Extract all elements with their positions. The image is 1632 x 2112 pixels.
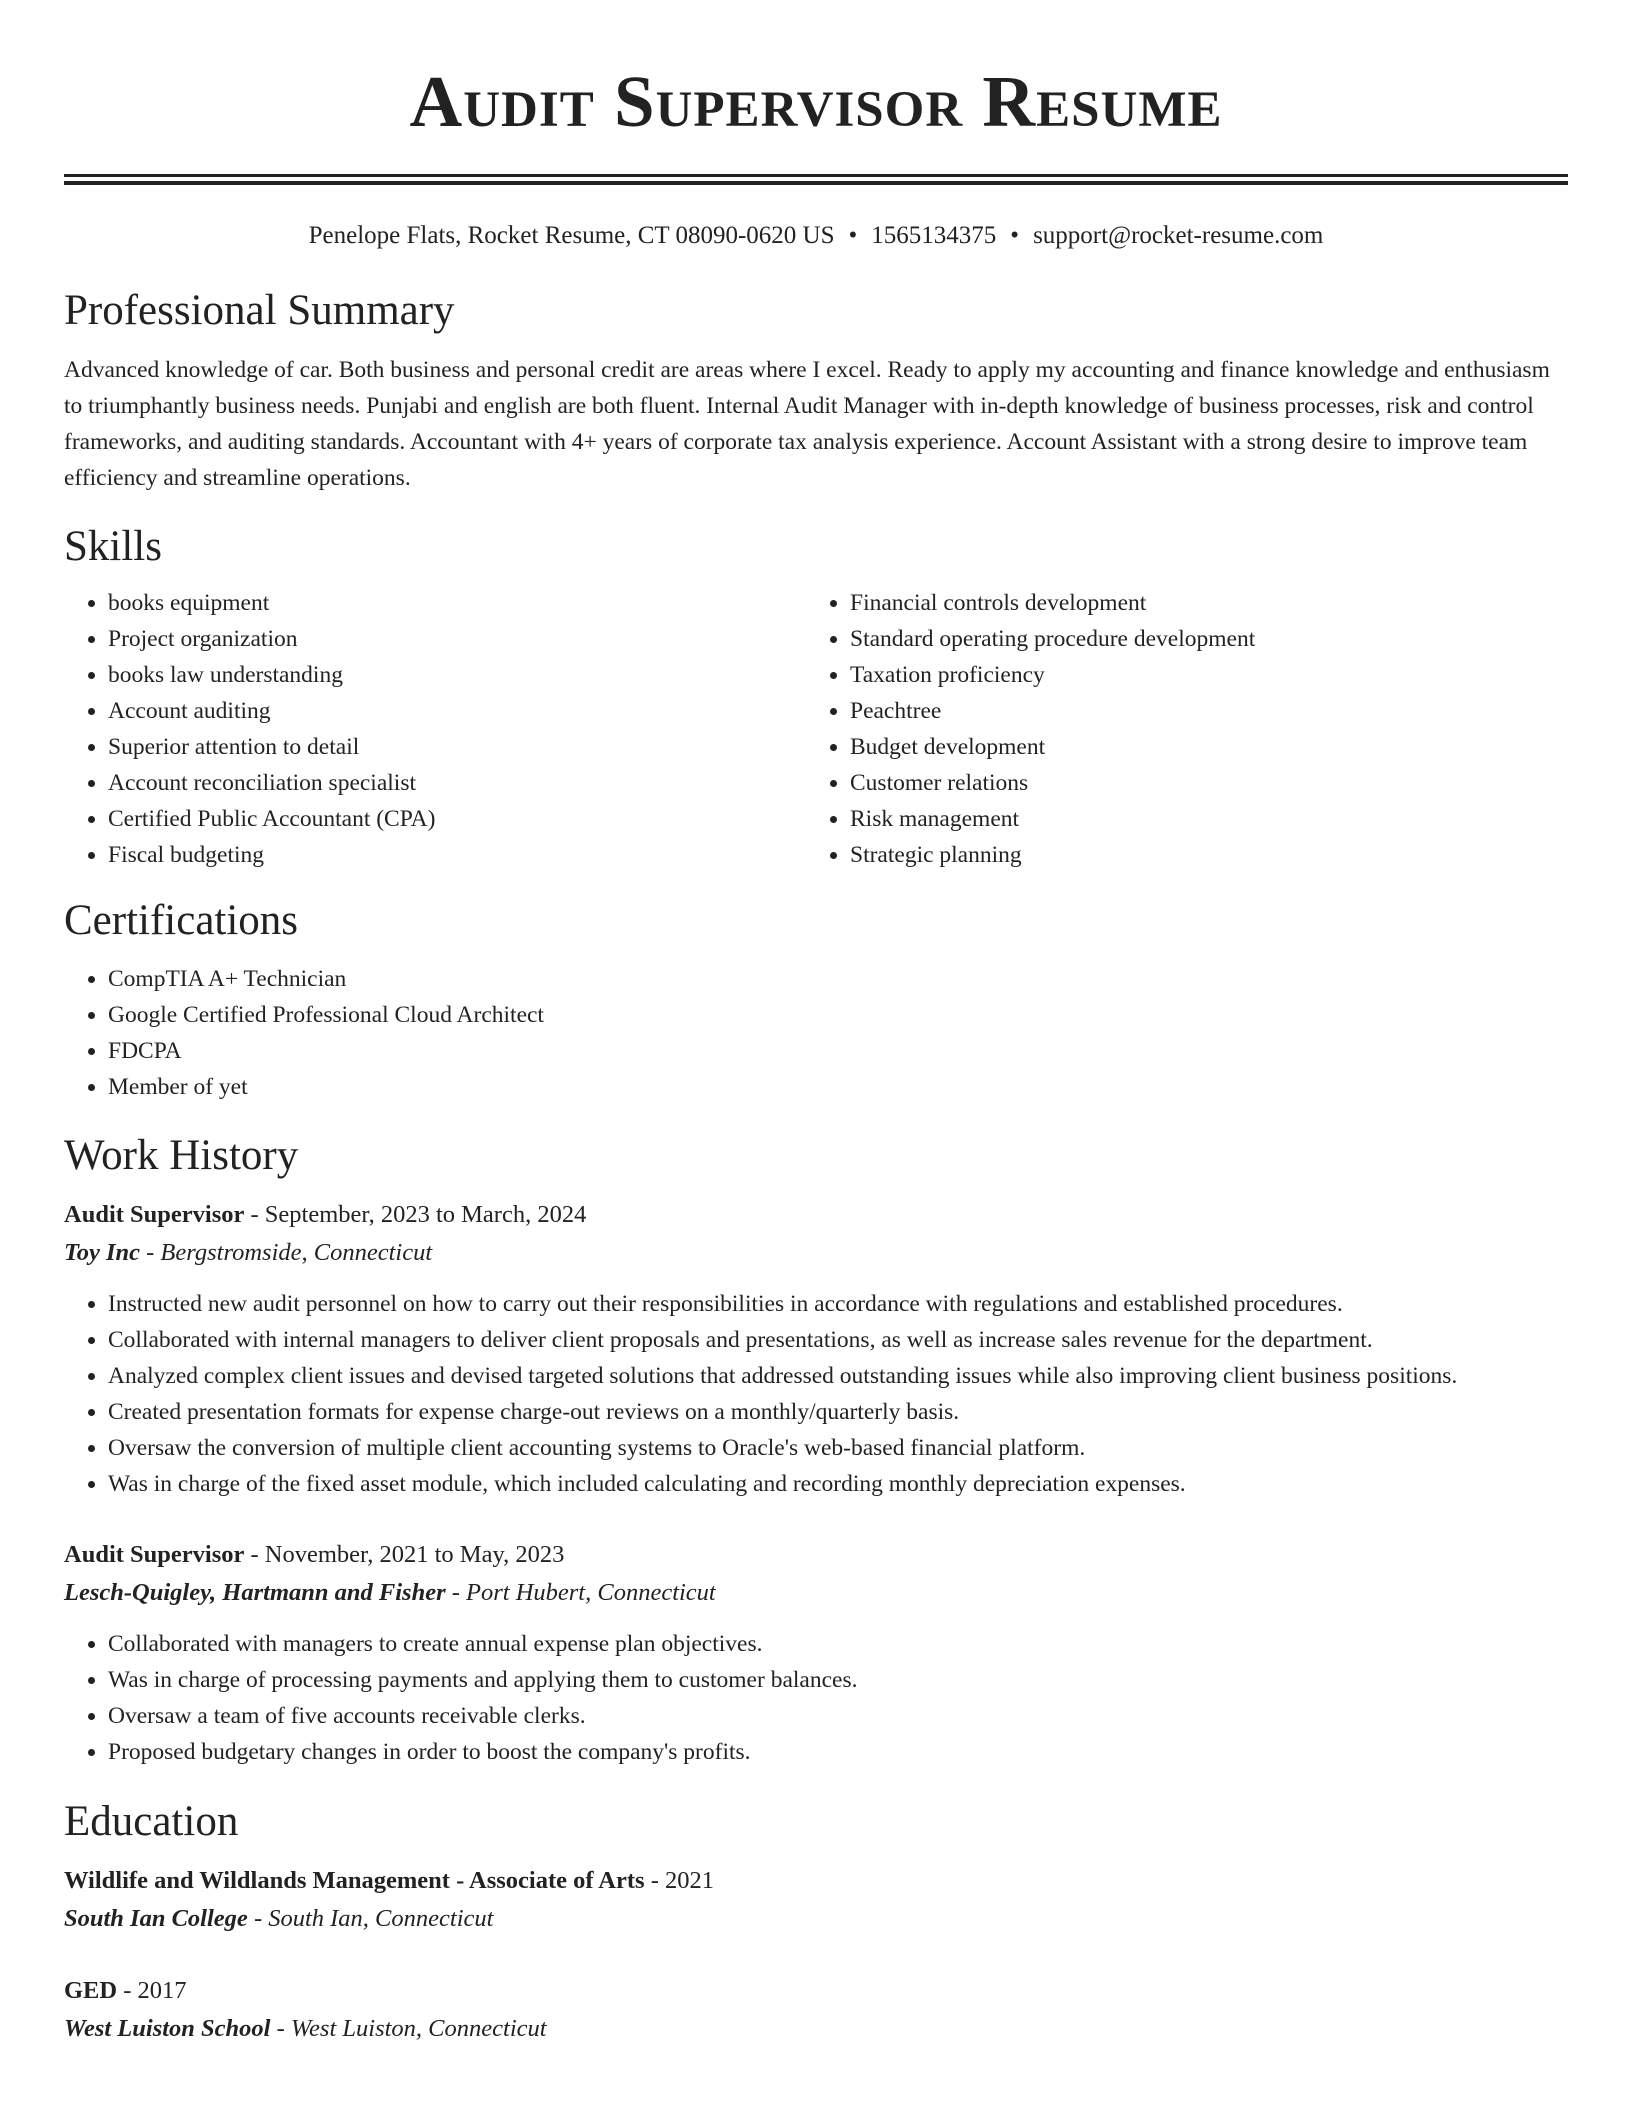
- skill-item: • books equipment: [108, 585, 806, 621]
- company-name: Lesch-Quigley, Hartmann and Fisher: [64, 1579, 446, 1606]
- job-title-line: [64, 1536, 1568, 1574]
- school-location: - South Ian, Connecticut: [247, 1905, 494, 1932]
- certification-item: • Member of yet: [108, 1069, 1568, 1105]
- job-bullet: • Proposed budgetary changes in order to boost the company's profits.: [108, 1734, 1568, 1770]
- job-bullet: • Created presentation formats for expense charge-out reviews on a monthly/quarterly basis.: [108, 1394, 1568, 1430]
- summary-heading: Professional Summary: [64, 287, 455, 334]
- certifications-section: [64, 895, 1568, 1105]
- degree-name: Wildlife and Wildlands Management - Associate of Arts: [64, 1867, 645, 1894]
- certification-item: • CompTIA A+ Technician: [108, 961, 1568, 997]
- skill-item: • Fiscal budgeting: [108, 837, 806, 873]
- company-location: - Bergstromside, Connecticut: [140, 1239, 433, 1266]
- skills-heading: Skills: [64, 523, 162, 570]
- company-name: Toy Inc: [64, 1239, 141, 1266]
- school-name: West Luiston School: [64, 2015, 271, 2042]
- certifications-list: [64, 961, 1568, 1105]
- contact-separator: •: [848, 222, 858, 249]
- skill-item: • books law understanding: [108, 657, 806, 693]
- job-bullet: • Collaborated with managers to create annual expense plan objectives.: [108, 1626, 1568, 1662]
- job-title-line: [64, 1196, 1568, 1234]
- job-bullet: • Was in charge of the fixed asset module, which included calculating and recording monthly depreciation expenses.: [108, 1466, 1568, 1502]
- contact-email[interactable]: support@rocket-resume.com: [1033, 222, 1324, 249]
- education-heading: Education: [64, 1798, 239, 1845]
- skill-item: • Project organization: [108, 621, 806, 657]
- degree-line: [64, 1862, 1568, 1900]
- resume-title: Audit Supervisor Resume: [409, 61, 1223, 142]
- skill-item: • Superior attention to detail: [108, 729, 806, 765]
- job-bullet: • Analyzed complex client issues and devised targeted solutions that addressed outstanding issues while also improving client business positions.: [108, 1358, 1568, 1394]
- summary-text: Advanced knowledge of car. Both business and personal credit are areas where I excel. Ready to apply my accounting and finance knowledge and enthusiasm to triumphantly business needs. Punjabi and english are both fluent. Internal Audit Manager with in-depth knowledge of business processes, risk and control frameworks, and auditing standards. Accountant with 4+ years of corporate tax analysis experience. Account Assistant with a strong desire to improve team efficiency and streamline operations.: [64, 357, 1550, 491]
- contact-separator: •: [1010, 222, 1020, 249]
- job-bullets: [64, 1626, 1568, 1770]
- contact-line: [64, 220, 1568, 252]
- job-dates: - September, 2023 to March, 2024: [244, 1201, 587, 1228]
- skill-item: • Taxation proficiency: [850, 657, 1548, 693]
- job-bullets: [64, 1286, 1568, 1502]
- graduation-year: - 2021: [644, 1867, 714, 1894]
- skills-list-left: [64, 585, 806, 873]
- skill-item: • Customer relations: [850, 765, 1548, 801]
- degree-line: [64, 1972, 1568, 2010]
- job-bullet: • Oversaw a team of five accounts receivable clerks.: [108, 1698, 1568, 1734]
- skill-item: • Certified Public Accountant (CPA): [108, 801, 806, 837]
- skills-section: [64, 521, 1568, 873]
- skills-column-right: [806, 585, 1548, 873]
- education-entry: [64, 1862, 1568, 1938]
- skill-item: • Peachtree: [850, 693, 1548, 729]
- certification-item: • FDCPA: [108, 1033, 1568, 1069]
- skill-item: • Account auditing: [108, 693, 806, 729]
- skill-item: • Account reconciliation specialist: [108, 765, 806, 801]
- company-line: [64, 1574, 1568, 1612]
- summary-section: [64, 285, 1568, 496]
- company-location: - Port Hubert, Connecticut: [445, 1579, 716, 1606]
- company-line: [64, 1234, 1568, 1272]
- certification-item: • Google Certified Professional Cloud Architect: [108, 997, 1568, 1033]
- job-dates: - November, 2021 to May, 2023: [244, 1541, 565, 1568]
- work-history-heading: Work History: [64, 1132, 299, 1179]
- contact-phone: 1565134375: [871, 222, 997, 249]
- job-bullet: • Oversaw the conversion of multiple client accounting systems to Oracle's web-based financial platform.: [108, 1430, 1568, 1466]
- job-entry: [64, 1196, 1568, 1502]
- skill-item: • Standard operating procedure development: [850, 621, 1548, 657]
- title-double-rule: [64, 174, 1568, 185]
- skill-item: • Strategic planning: [850, 837, 1548, 873]
- graduation-year: - 2017: [117, 1977, 187, 2004]
- degree-name: GED: [64, 1977, 118, 2004]
- skill-item: • Budget development: [850, 729, 1548, 765]
- school-line: [64, 1900, 1568, 1938]
- job-title: Audit Supervisor: [64, 1541, 245, 1568]
- school-line: [64, 2010, 1568, 2048]
- skill-item: • Risk management: [850, 801, 1548, 837]
- job-title: Audit Supervisor: [64, 1201, 245, 1228]
- education-section: [64, 1796, 1568, 2048]
- job-bullet: • Was in charge of processing payments and applying them to customer balances.: [108, 1662, 1568, 1698]
- skills-grid: [64, 585, 1568, 873]
- contact-address: Penelope Flats, Rocket Resume, CT 08090-0620 US: [308, 222, 835, 249]
- school-name: South Ian College: [64, 1905, 248, 1932]
- education-entry: [64, 1972, 1568, 2048]
- school-location: - West Luiston, Connecticut: [270, 2015, 547, 2042]
- job-bullet: • Collaborated with internal managers to deliver client proposals and presentations, as well as increase sales revenue for the department.: [108, 1322, 1568, 1358]
- skill-item: • Financial controls development: [850, 585, 1548, 621]
- work-history-section: [64, 1130, 1568, 1770]
- skills-list-right: [806, 585, 1548, 873]
- job-bullet: • Instructed new audit personnel on how to carry out their responsibilities in accordance with regulations and established procedures.: [108, 1286, 1568, 1322]
- skills-column-left: [64, 585, 806, 873]
- certifications-heading: Certifications: [64, 897, 299, 944]
- job-entry: [64, 1536, 1568, 1770]
